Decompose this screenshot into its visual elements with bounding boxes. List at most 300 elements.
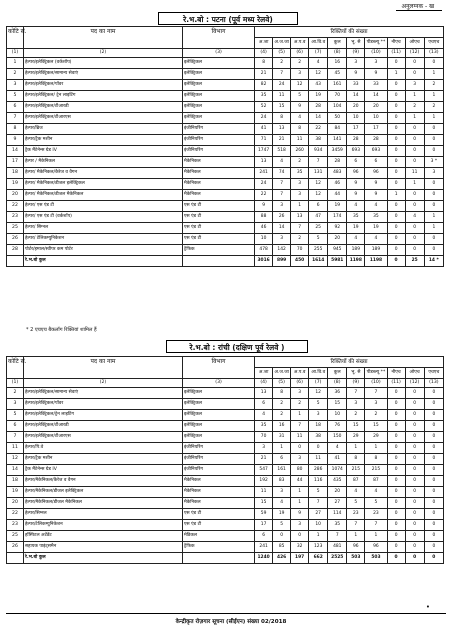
vacancy-value: 1 bbox=[424, 113, 443, 124]
total-dept-spacer bbox=[183, 553, 255, 564]
vacancy-value: 0 bbox=[424, 509, 443, 520]
vacancy-value: 14 bbox=[347, 91, 365, 102]
vacancy-value: 8 bbox=[273, 388, 291, 399]
department: इलेक्ट्रिकल bbox=[183, 80, 255, 91]
table-row bbox=[7, 454, 444, 465]
vacancy-value: 1 bbox=[347, 443, 365, 454]
vacancy-value: 7 bbox=[273, 190, 291, 201]
department: मैकेनिकल bbox=[183, 157, 255, 168]
vacancy-value: 3 bbox=[291, 69, 309, 80]
vacancy-value: 24 bbox=[255, 179, 273, 190]
column-number: (5) bbox=[273, 379, 291, 388]
category-number: 19 bbox=[7, 487, 24, 498]
vacancy-value: 4 bbox=[328, 443, 347, 454]
table-row bbox=[7, 421, 444, 432]
vacancy-value: 7 bbox=[291, 223, 309, 234]
vacancy-value: 1 bbox=[405, 113, 424, 124]
vacancy-value: 1 bbox=[309, 531, 328, 542]
vacancy-value: 255 bbox=[309, 245, 328, 256]
vacancy-value: 12 bbox=[309, 179, 328, 190]
vacancy-value: 0 bbox=[387, 146, 405, 157]
footer-text: केन्द्रीकृत रोज़गार सूचना (सीईएन) संख्या 02/2018 bbox=[175, 619, 287, 625]
vacancy-value: 24 bbox=[273, 80, 291, 91]
column-number: (4) bbox=[255, 49, 273, 58]
vacancy-value: 36 bbox=[328, 388, 347, 399]
department: एस एंड टी bbox=[183, 234, 255, 245]
table-row bbox=[7, 542, 444, 553]
vacancy-value: 3 bbox=[291, 179, 309, 190]
vacancy-value: 13 bbox=[255, 388, 273, 399]
vacancy-value: 50 bbox=[328, 113, 347, 124]
vacancy-value: 19 bbox=[309, 91, 328, 102]
category-number: 23 bbox=[7, 520, 24, 531]
vacancy-value: 26 bbox=[273, 212, 291, 223]
category-number: 2 bbox=[7, 388, 24, 399]
department: ट्रैफिक bbox=[183, 542, 255, 553]
vacancy-value: 17 bbox=[255, 520, 273, 531]
column-number: (10) bbox=[365, 49, 387, 58]
department: मैकेनिकल bbox=[183, 179, 255, 190]
vacancy-value: 35 bbox=[291, 168, 309, 179]
vacancy-value: 0 bbox=[405, 223, 424, 234]
annexure-underline bbox=[396, 10, 442, 11]
category-number: 26 bbox=[7, 234, 24, 245]
vacancy-value: 3 bbox=[255, 443, 273, 454]
vacancy-value: 33 bbox=[347, 80, 365, 91]
table-row bbox=[7, 410, 444, 421]
vacancy-value: 14 bbox=[309, 113, 328, 124]
category-number: 12 bbox=[7, 454, 24, 465]
post-name: हेल्पर/पि.वे bbox=[23, 443, 182, 454]
vacancy-value: 8 bbox=[365, 454, 387, 465]
vacancy-value: 8 bbox=[291, 124, 309, 135]
vacancy-value: 0 bbox=[405, 454, 424, 465]
post-name: हेल्पर/मैकेनिकल/डीजल मैकेनिकल bbox=[23, 498, 182, 509]
vacancy-value: 8 bbox=[273, 113, 291, 124]
vacancy-value: 18 bbox=[309, 421, 328, 432]
header-row bbox=[7, 27, 444, 38]
vacancy-value: 11 bbox=[273, 91, 291, 102]
vacancy-value: 15 bbox=[347, 421, 365, 432]
vacancy-value: 0 bbox=[405, 520, 424, 531]
category-number: 19 bbox=[7, 179, 24, 190]
vacancy-value: 1 bbox=[365, 443, 387, 454]
vacancy-value: 0 bbox=[424, 201, 443, 212]
vacancy-value: 0 bbox=[405, 69, 424, 80]
vacancy-value: 2 bbox=[273, 399, 291, 410]
total-value: 0 bbox=[387, 256, 405, 267]
column-number: (9) bbox=[347, 49, 365, 58]
vacancy-value: 0 bbox=[387, 179, 405, 190]
table-row bbox=[7, 212, 444, 223]
department: इंजीनियरिंग bbox=[183, 465, 255, 476]
vacancy-value: 21 bbox=[255, 69, 273, 80]
vacancy-value: 4 bbox=[255, 410, 273, 421]
total-row bbox=[7, 553, 444, 564]
category-number: 3 bbox=[7, 80, 24, 91]
vacancy-value: 4 bbox=[365, 201, 387, 212]
vacancy-value: 4 bbox=[273, 157, 291, 168]
department: मेडिकल bbox=[183, 531, 255, 542]
vacancy-value: 32 bbox=[291, 542, 309, 553]
vacancy-value: 3 * bbox=[424, 157, 443, 168]
vacancy-value: 1 bbox=[273, 443, 291, 454]
vacancy-value: 13 bbox=[273, 124, 291, 135]
department: इंजीनियरिंग bbox=[183, 443, 255, 454]
category-number: 7 bbox=[7, 113, 24, 124]
vacancy-value: 1 bbox=[405, 91, 424, 102]
vacancy-value: 0 bbox=[405, 421, 424, 432]
vacancy-value: 82 bbox=[255, 80, 273, 91]
table-row bbox=[7, 146, 444, 157]
vacancy-value: 0 bbox=[387, 201, 405, 212]
post-name: हेल्पर/ एस एंड टी (वर्कशॉप) bbox=[23, 212, 182, 223]
vacancy-value: 0 bbox=[387, 234, 405, 245]
vacancy-value: 0 bbox=[387, 498, 405, 509]
vacancy-value: 5 bbox=[309, 234, 328, 245]
post-name: पोर्टर/हमाल/स्वीपर कम पोर्टर bbox=[23, 245, 182, 256]
vacancy-value: 0 bbox=[387, 223, 405, 234]
category-number: 28 bbox=[7, 245, 24, 256]
vacancy-header: रिक्तियों की संख्या bbox=[255, 357, 444, 368]
vacancy-value: 17 bbox=[365, 124, 387, 135]
vacancy-value: 0 bbox=[424, 146, 443, 157]
vacancy-value: 9 bbox=[365, 179, 387, 190]
vacancy-value: 96 bbox=[365, 168, 387, 179]
vacancy-value: 22 bbox=[309, 124, 328, 135]
vacancy-value: 0 bbox=[424, 432, 443, 443]
total-value: 0 bbox=[424, 553, 443, 564]
vacancy-value: 693 bbox=[365, 146, 387, 157]
vacancy-value: 27 bbox=[328, 498, 347, 509]
total-value: 503 bbox=[365, 553, 387, 564]
vacancy-value: 3 bbox=[291, 454, 309, 465]
vacancy-value: 0 bbox=[405, 498, 424, 509]
column-number: (9) bbox=[347, 379, 365, 388]
vacancy-value: 2 bbox=[405, 102, 424, 113]
column-number: (5) bbox=[273, 49, 291, 58]
department: एस एंड टी bbox=[183, 520, 255, 531]
vacancy-value: 3 bbox=[273, 201, 291, 212]
post-name: हेल्पर/ एस एंड टी bbox=[23, 201, 182, 212]
post-name: हेल्पर/सिग्नल bbox=[23, 509, 182, 520]
category-number: 7 bbox=[7, 432, 24, 443]
vacancy-value: 0 bbox=[405, 124, 424, 135]
vacancy-value: 29 bbox=[347, 432, 365, 443]
vacancy-value: 0 bbox=[387, 80, 405, 91]
table-row bbox=[7, 190, 444, 201]
vacancy-value: 0 bbox=[405, 465, 424, 476]
vacancy-value: 0 bbox=[387, 212, 405, 223]
column-number-row bbox=[7, 379, 444, 388]
table-row bbox=[7, 476, 444, 487]
vacancy-col-header: भू. सै bbox=[347, 368, 365, 379]
vacancy-value: 7 bbox=[309, 157, 328, 168]
vacancy-value: 0 bbox=[405, 146, 424, 157]
vacancy-value: 0 bbox=[405, 443, 424, 454]
department: इलेक्ट्रिकल bbox=[183, 102, 255, 113]
vacancy-value: 44 bbox=[328, 190, 347, 201]
vacancy-value: 0 bbox=[387, 124, 405, 135]
department: इंजीनियरिंग bbox=[183, 146, 255, 157]
vacancy-value: 4 bbox=[365, 234, 387, 245]
section-title-ranchi: रे.भ.बो : रांची (दक्षिण पूर्व रेलवे ) bbox=[166, 340, 308, 353]
backlog-note: * 2 एचएच बैकलॉग रिक्तियां शामिल हैं bbox=[26, 327, 97, 333]
vacancy-value: 35 bbox=[365, 212, 387, 223]
vacancy-value: 4 bbox=[347, 201, 365, 212]
vacancy-col-header: एचएच bbox=[424, 38, 443, 49]
vacancy-value: 11 bbox=[255, 487, 273, 498]
vacancy-value: 7 bbox=[328, 531, 347, 542]
header-row bbox=[7, 357, 444, 368]
vacancy-value: 28 bbox=[309, 102, 328, 113]
vacancy-value: 0 bbox=[424, 443, 443, 454]
vacancy-value: 0 bbox=[291, 443, 309, 454]
category-number: 3 bbox=[7, 399, 24, 410]
department: मैकेनिकल bbox=[183, 476, 255, 487]
vacancy-value: 24 bbox=[255, 113, 273, 124]
vacancy-value: 70 bbox=[291, 245, 309, 256]
vacancy-value: 174 bbox=[328, 212, 347, 223]
vacancy-value: 934 bbox=[309, 146, 328, 157]
vacancy-value: 7 bbox=[365, 520, 387, 531]
category-number: 25 bbox=[7, 531, 24, 542]
vacancy-value: 693 bbox=[347, 146, 365, 157]
vacancy-value: 10 bbox=[347, 113, 365, 124]
total-value: 14 * bbox=[424, 256, 443, 267]
vacancy-value: 12 bbox=[309, 69, 328, 80]
vacancy-value: 3 bbox=[365, 58, 387, 69]
table-row bbox=[7, 168, 444, 179]
vacancy-value: 0 bbox=[405, 201, 424, 212]
vacancy-value: 3 bbox=[405, 80, 424, 91]
column-number: (8) bbox=[328, 379, 347, 388]
vacancy-value: 76 bbox=[328, 421, 347, 432]
vacancy-value: 3 bbox=[273, 234, 291, 245]
department: इलेक्ट्रिकल bbox=[183, 91, 255, 102]
vacancy-value: 0 bbox=[424, 454, 443, 465]
vacancy-value: 241 bbox=[255, 168, 273, 179]
vacancy-col-header: अ.जा bbox=[255, 38, 273, 49]
category-number: 20 bbox=[7, 498, 24, 509]
vacancy-value: 0 bbox=[387, 531, 405, 542]
vacancy-value: 215 bbox=[347, 465, 365, 476]
table-row bbox=[7, 179, 444, 190]
vacancy-value: 0 bbox=[405, 245, 424, 256]
column-number: (12) bbox=[405, 49, 424, 58]
vacancy-value: 20 bbox=[328, 234, 347, 245]
vacancy-value: 0 bbox=[387, 58, 405, 69]
vacancy-value: 31 bbox=[273, 432, 291, 443]
vacancy-value: 286 bbox=[309, 465, 328, 476]
department: मैकेनिकल bbox=[183, 487, 255, 498]
vacancy-value: 87 bbox=[365, 476, 387, 487]
vacancy-value: 435 bbox=[328, 476, 347, 487]
document-page bbox=[6, 0, 448, 640]
column-number: (12) bbox=[405, 379, 424, 388]
vacancy-value: 0 bbox=[405, 476, 424, 487]
vacancy-value: 2 bbox=[291, 399, 309, 410]
vacancy-value: 3 bbox=[291, 520, 309, 531]
vacancy-value: 0 bbox=[405, 410, 424, 421]
vacancy-col-header: भू. सै bbox=[347, 38, 365, 49]
vacancy-value: 10 bbox=[328, 410, 347, 421]
total-value: 197 bbox=[291, 553, 309, 564]
post-name: हेल्पर/ब्रिज bbox=[23, 124, 182, 135]
vacancy-value: 2 bbox=[273, 410, 291, 421]
table-row bbox=[7, 432, 444, 443]
vacancy-value: 1 bbox=[365, 531, 387, 542]
vacancy-value: 0 bbox=[387, 245, 405, 256]
table-row bbox=[7, 234, 444, 245]
vacancy-value: 1 bbox=[424, 91, 443, 102]
column-number: (8) bbox=[328, 49, 347, 58]
vacancy-value: 0 bbox=[424, 476, 443, 487]
total-value: 1614 bbox=[309, 256, 328, 267]
vacancy-col-header: अ.प.व bbox=[291, 38, 309, 49]
category-number: 14 bbox=[7, 146, 24, 157]
vacancy-value: 0 bbox=[424, 399, 443, 410]
vacancy-col-header: अ.ज.जा bbox=[273, 38, 291, 49]
vacancy-value: 3 bbox=[365, 399, 387, 410]
vacancy-value: 0 bbox=[405, 58, 424, 69]
department: मैकेनिकल bbox=[183, 498, 255, 509]
vacancy-value: 4 bbox=[347, 234, 365, 245]
vacancy-value: 1 bbox=[291, 487, 309, 498]
vacancy-value: 25 bbox=[309, 223, 328, 234]
post-name: ट्रैक मैंटेनेन्स ग्रेड IV bbox=[23, 465, 182, 476]
vacancy-col-header: आ.वि.व bbox=[309, 38, 328, 49]
vacancy-value: 16 bbox=[328, 58, 347, 69]
vacancy-value: 0 bbox=[405, 509, 424, 520]
vacancy-value: 192 bbox=[255, 476, 273, 487]
vacancy-value: 7 bbox=[273, 179, 291, 190]
vacancy-value: 483 bbox=[328, 168, 347, 179]
table-row bbox=[7, 113, 444, 124]
vacancy-value: 13 bbox=[291, 212, 309, 223]
vacancy-value: 41 bbox=[255, 124, 273, 135]
post-name: हेल्पर/ मैकेनिकल/कैरेज व वैगन bbox=[23, 168, 182, 179]
vacancy-value: 3 bbox=[424, 168, 443, 179]
vacancy-value: 0 bbox=[387, 520, 405, 531]
total-value: 426 bbox=[273, 553, 291, 564]
vacancy-value: 0 bbox=[405, 487, 424, 498]
vacancy-value: 0 bbox=[387, 113, 405, 124]
post-name: हॉस्पिटल अटेंडेंट bbox=[23, 531, 182, 542]
vacancy-value: 189 bbox=[347, 245, 365, 256]
column-number: (11) bbox=[387, 49, 405, 58]
vacancy-value: 0 bbox=[424, 58, 443, 69]
vacancy-value: 4 bbox=[309, 58, 328, 69]
vacancy-value: 8 bbox=[255, 58, 273, 69]
vacancy-value: 131 bbox=[309, 168, 328, 179]
vacancy-col-header: कुल bbox=[328, 368, 347, 379]
vacancy-value: 23 bbox=[347, 509, 365, 520]
vacancy-value: 6 bbox=[255, 399, 273, 410]
vacancy-value: 14 bbox=[273, 223, 291, 234]
column-number: (11) bbox=[387, 379, 405, 388]
post-name: हेल्पर/मैकेनिकल/कैरेज व वैगन bbox=[23, 476, 182, 487]
vacancy-value: 2 bbox=[365, 410, 387, 421]
vacancy-value: 27 bbox=[309, 509, 328, 520]
vacancy-value: 0 bbox=[405, 157, 424, 168]
department: इलेक्ट्रिकल bbox=[183, 58, 255, 69]
vacancy-col-header: नीएच bbox=[387, 368, 405, 379]
vacancy-value: 1 bbox=[291, 498, 309, 509]
column-number: (2) bbox=[23, 379, 182, 388]
vacancy-col-header: पीडब्ल्यू ** bbox=[365, 368, 387, 379]
column-number: (6) bbox=[291, 49, 309, 58]
vacancy-value: 1 bbox=[424, 223, 443, 234]
post-name: हेल्पर/इलेक्ट्रिकल/सामान्य सेवाएं bbox=[23, 388, 182, 399]
department: एस एंड टी bbox=[183, 223, 255, 234]
total-value: 503 bbox=[347, 553, 365, 564]
table-row bbox=[7, 509, 444, 520]
vacancy-value: 6 bbox=[347, 157, 365, 168]
vacancy-value: 23 bbox=[365, 509, 387, 520]
vacancy-value: 104 bbox=[328, 102, 347, 113]
total-value: 1198 bbox=[365, 256, 387, 267]
vacancy-value: 45 bbox=[328, 69, 347, 80]
department: इंजीनियरिंग bbox=[183, 124, 255, 135]
column-number: (6) bbox=[291, 379, 309, 388]
vacancy-value: 6 bbox=[255, 531, 273, 542]
vacancy-value: 0 bbox=[291, 531, 309, 542]
vacancy-value: 41 bbox=[328, 454, 347, 465]
department: एस एंड टी bbox=[183, 201, 255, 212]
vacancy-value: 0 bbox=[405, 190, 424, 201]
vacancy-value: 3 bbox=[273, 487, 291, 498]
table-row bbox=[7, 443, 444, 454]
department: एस एंड टी bbox=[183, 509, 255, 520]
total-dept-spacer bbox=[183, 256, 255, 267]
vacancy-value: 44 bbox=[291, 476, 309, 487]
total-value: 899 bbox=[273, 256, 291, 267]
vacancy-value: 0 bbox=[387, 388, 405, 399]
vacancy-value: 0 bbox=[424, 410, 443, 421]
post-name: हेल्पर/इलेक्ट्रिकल/ट्रेन लाइटिंग bbox=[23, 410, 182, 421]
vacancy-value: 19 bbox=[365, 223, 387, 234]
vacancy-value: 150 bbox=[328, 432, 347, 443]
vacancy-value: 141 bbox=[328, 135, 347, 146]
table-row bbox=[7, 157, 444, 168]
vacancy-value: 33 bbox=[365, 80, 387, 91]
department: मैकेनिकल bbox=[183, 168, 255, 179]
col-code-header: कोटि सं. bbox=[7, 27, 24, 49]
vacancy-value: 28 bbox=[328, 157, 347, 168]
vacancy-col-header: अ.ज.जा bbox=[273, 368, 291, 379]
department: एस एंड टी bbox=[183, 212, 255, 223]
post-name: ट्रैक मैंटेनेन्स ग्रेड IV bbox=[23, 146, 182, 157]
vacancy-value: 1 bbox=[424, 69, 443, 80]
column-number: (13) bbox=[424, 49, 443, 58]
vacancy-value: 83 bbox=[273, 476, 291, 487]
vacancy-value: 92 bbox=[328, 223, 347, 234]
vacancy-value: 38 bbox=[309, 135, 328, 146]
category-number: 6 bbox=[7, 421, 24, 432]
post-name: हेल्पर/मैकेनिकल/डीजल इलेक्ट्रिकल bbox=[23, 487, 182, 498]
vacancy-value: 161 bbox=[273, 465, 291, 476]
vacancy-value: 2 bbox=[424, 102, 443, 113]
column-number: (3) bbox=[183, 49, 255, 58]
table-row bbox=[7, 399, 444, 410]
vacancy-value: 21 bbox=[273, 135, 291, 146]
vacancy-value: 518 bbox=[273, 146, 291, 157]
vacancy-value: 0 bbox=[405, 542, 424, 553]
table-row bbox=[7, 498, 444, 509]
vacancy-value: 0 bbox=[387, 542, 405, 553]
table-row bbox=[7, 201, 444, 212]
